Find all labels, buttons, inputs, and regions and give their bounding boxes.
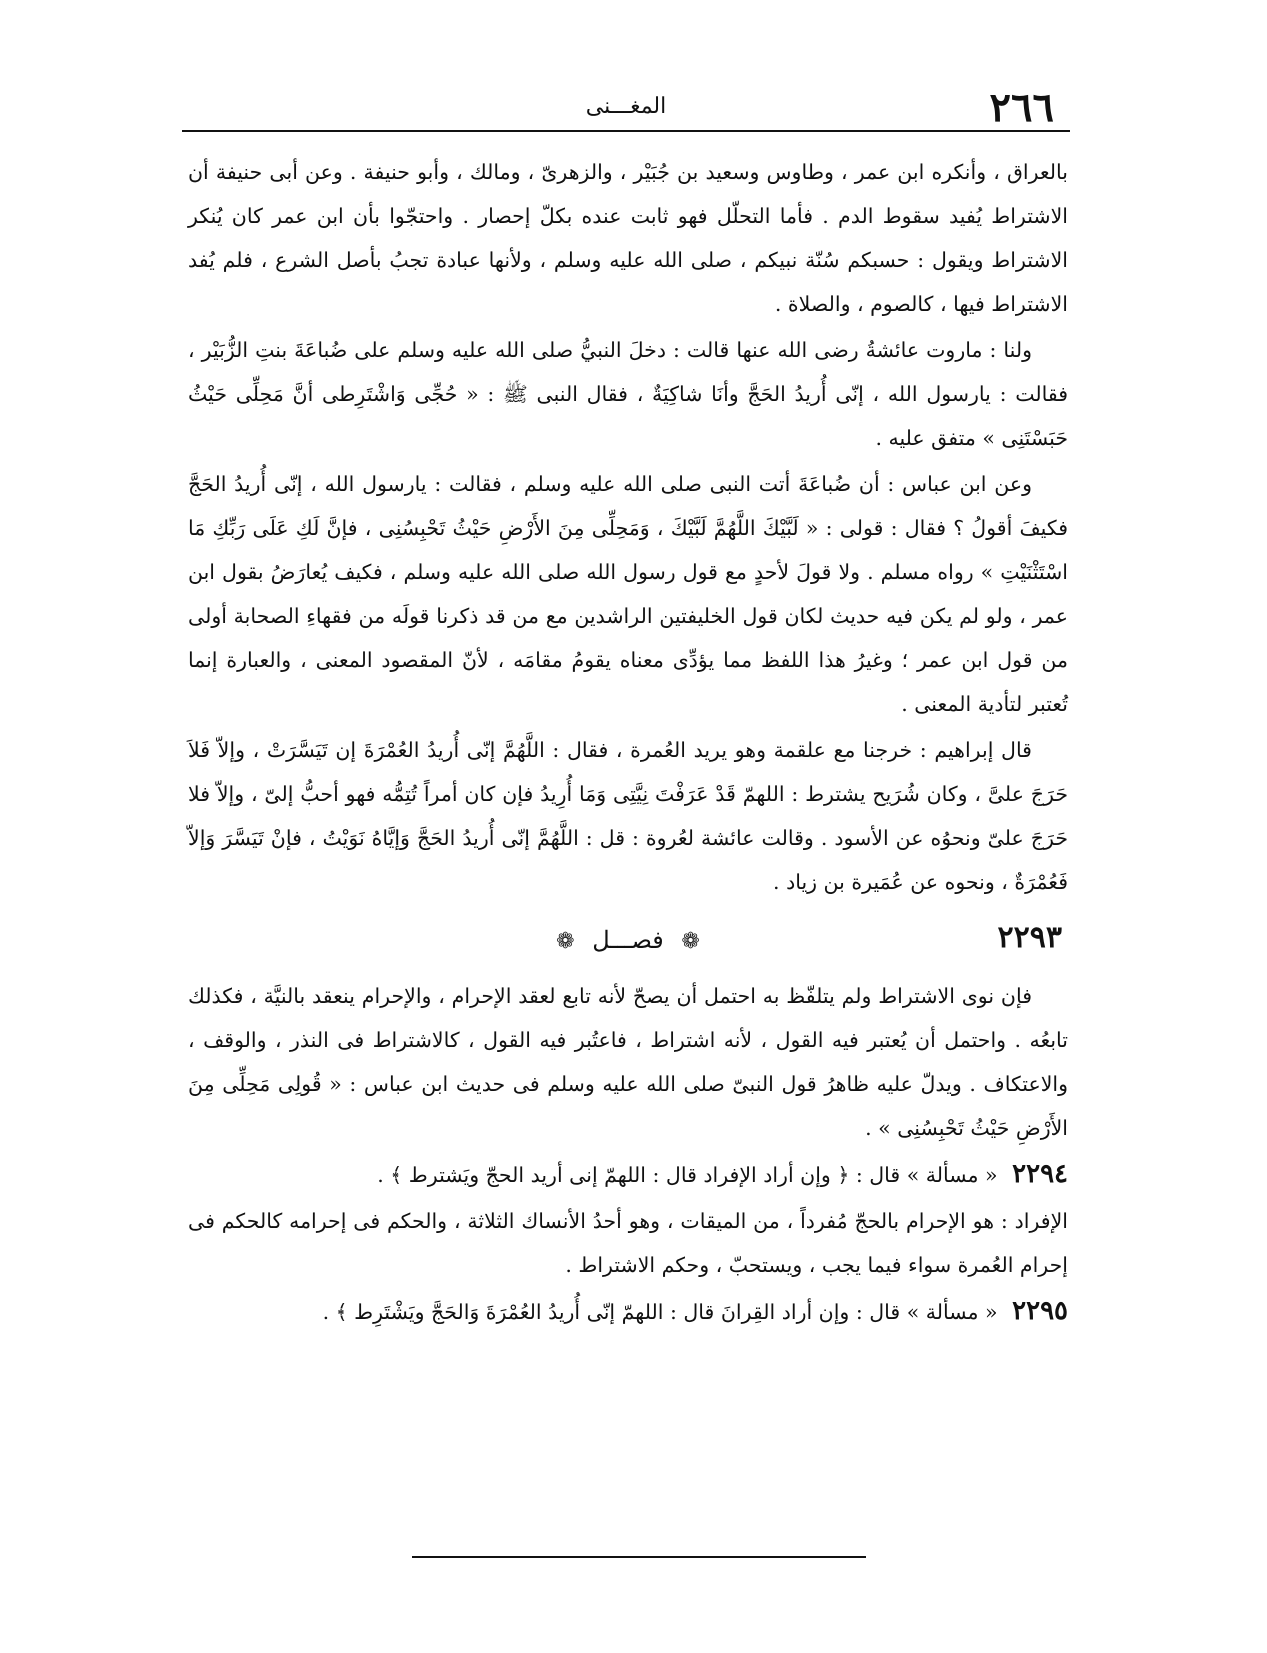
page-body (188, 150, 1068, 1336)
section-number: ٢٢٩٣ (997, 920, 1062, 955)
paragraph-4: قال إبراهيم : خرجنا مع علقمة وهو يريد العُمرة ، فقال : اللَّهُمَّ إنّى أُريدُ العُمْرَةَ إن تَيَسَّرَتْ ، وإلاّ فَلاَ حَرَجَ علىَّ ، وكان شُرَيح يشترط : اللهمّ قَدْ عَرَفْتَ نِيَّتِى وَمَا أُرِيدُ فإن كان أمراً تُتِمُّه فهو أحبُّ إلىّ ، وإلاّ فلا حَرَجَ علىّ ونحوُه عن الأسود . وقالت عائشة لعُروة : قل : اللَّهُمَّ إنّى أُريدُ الحَجَّ وَإيَّاهُ نَوَيْتُ ، فإنْ تَيَسَّرَ وَإلاّ فَعُمْرَةٌ ، ونحوه عن عُمَيرة بن زياد . (188, 738, 1068, 894)
masala-text: « مسألة » قال : وإن أراد القِرانَ قال : اللهمّ إنّى أُريدُ العُمْرَةَ وَالحَجَّ ويَشْتَرِط ﴾ . (322, 1300, 998, 1324)
paragraph-1: بالعراق ، وأنكره ابن عمر ، وطاوس وسعيد بن جُبَيْر ، والزهرىّ ، ومالك ، وأبو حنيفة . وعن أبى حنيفة أن الاشتراط يُفيد سقوط الدم . فأما التحلّل فهو ثابت عنده بكلّ إحصار . واحتجّوا بأن ابن عمر كان يُنكر الاشتراط ويقول : حسبكم سُنّة نبيكم ، صلى الله عليه وسلم ، ولأنها عبادة تجبُ بأصل الشرع ، فلم يُفد الاشتراط فيها ، كالصوم ، والصلاة . (188, 160, 1068, 316)
masala-text: « مسألة » قال : ﴿ وإن أراد الإفراد قال : اللهمّ إنى أريد الحجّ ويَشترط ﴾ . (377, 1163, 998, 1187)
section-paragraph: فإن نوى الاشتراط ولم يتلفّظ به احتمل أن يصحّ لأنه تابع لعقد الإحرام ، والإحرام ينعقد بالنيَّة ، فكذلك تابعُه . واحتمل أن يُعتبر فيه القول ، لأنه اشتراط ، فاعتُبر فيه القول ، كالاشتراط فى النذر ، والوقف ، والاعتكاف . ويدلّ عليه ظاهرُ قول النبىّ صلى الله عليه وسلم فى حديث ابن عباس : « قُولِى مَحِلِّى مِنَ الأَرْضِ حَيْثُ تَحْبِسُنِى » . (188, 984, 1068, 1140)
header-rule (182, 130, 1070, 132)
page-header (182, 86, 1070, 132)
ornament-icon: ❁ (681, 929, 700, 954)
page-number: ٢٦٦ (989, 84, 1054, 131)
masala-number: ٢٢٩٤ (1012, 1159, 1068, 1189)
footer-rule (412, 1556, 866, 1558)
ifrad-paragraph: الإفراد : هو الإحرام بالحجّ مُفرداً ، من الميقات ، وهو أحدُ الأنساك الثلاثة ، والحكم فى إحرامه كالحكم فى إحرام العُمرة سواء فيما يجب ، ويستحبّ ، وحكم الاشتراط . (188, 1209, 1068, 1277)
book-title: المغـــنى (585, 94, 667, 119)
masala-number: ٢٢٩٥ (1012, 1296, 1068, 1326)
ornament-icon: ❁ (556, 929, 575, 954)
section-heading (188, 910, 1068, 966)
paragraph-2: ولنا : ماروت عائشةُ رضى الله عنها قالت : دخلَ النبيُّ صلى الله عليه وسلم على ضُباعَةَ بنتِ الزُّبَيْر ، فقالت : يارسول الله ، إنّى أُريدُ الحَجَّ وأنَا شاكِيَةٌ ، فقال النبى ﷺ : « حُجِّى وَاشْتَرِطى أنَّ مَحِلِّى حَيْثُ حَبَسْتَنِى » متفق عليه . (188, 338, 1068, 450)
section-title: فصـــل (592, 926, 664, 954)
masala-2294 (188, 1152, 1068, 1197)
masala-2295 (188, 1289, 1068, 1334)
section-title-wrap (188, 918, 1068, 964)
paragraph-3: وعن ابن عباس : أن ضُباعَةَ أتت النبى صلى الله عليه وسلم ، فقالت : يارسول الله ، إنّى أُريدُ الحَجَّ فكيفَ أقولُ ؟ فقال : قولى : « لَبَّيْكَ اللَّهُمَّ لَبَّيْكَ ، وَمَحِلِّى مِنَ الأَرْضِ حَيْثُ تَحْبِسُنِى ، فإنَّ لَكِ عَلَى رَبِّكِ مَا اسْتَثْنَيْتِ » رواه مسلم . ولا قولَ لأحدٍ مع قول رسول الله صلى الله عليه وسلم ، فكيف يُعارَضُ بقول ابن عمر ، ولو لم يكن فيه حديث لكان قول الخليفتين الراشدين مع من قد ذكرنا قولَه من فقهاءِ الصحابة أولى من قول ابن عمر ؛ وغيرُ هذا اللفظ مما يؤدِّى معناه يقومُ مقامَه ، لأنّ المقصود المعنى ، والعبارة إنما تُعتبر لتأدية المعنى . (188, 472, 1068, 716)
